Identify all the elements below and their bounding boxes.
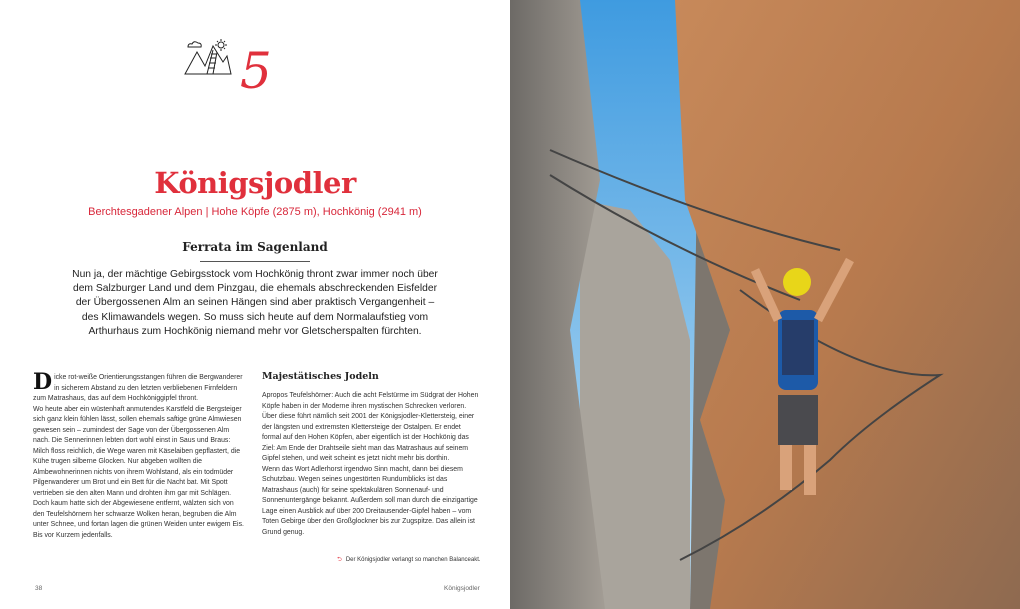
caption-text: Der Königsjodler verlangt so manchen Balanceakt.: [345, 557, 481, 563]
section-heading: Ferrata im Sagenland: [182, 240, 328, 254]
page-title: Königsjodler: [154, 166, 356, 200]
photo-caption: [337, 555, 481, 565]
subtitle: Berchtesgadener Alpen | Hohe Köpfe (2875 m), Hochkönig (2941 m): [88, 206, 422, 218]
column-heading: Majestätisches Jodeln: [262, 371, 379, 382]
chapter-number: 5: [240, 42, 272, 100]
column-left-text: icke rot-weiße Orientierungsstangen führen die Bergwanderer in sicherem Abstand zu den letzten verbliebenen Firnfeldern zum Matrashaus, das auf dem Hochköniggipfel thront.: [33, 374, 243, 402]
mountains-ladder-icon: [183, 38, 233, 78]
column-right-text-2: Wenn das Wort Adlerhorst irgendwo Sinn macht, dann bei diesem Schutzbau. Wegen seines ungestörten Rundumblicks ist das Matrashaus (auch) für seine spektakulären Sonnenauf- und Sonnenuntergänge bekannt. Außerdem soll man durch die einzigartige Lage einen Ausblick auf über 200 Dreitausender-Gipfel haben – vom Toten Gebirge über den Großglockner bis zur Zugspitze. Das allein ist Grund genug.: [262, 465, 478, 536]
climber-photo: [510, 0, 1020, 609]
column-left: [33, 369, 247, 541]
column-right: [262, 391, 480, 538]
divider: [200, 261, 310, 262]
column-left-text-2: Wo heute aber ein wüstenhaft anmutendes Karstfeld die Bergsteiger sich ganz klein fühlen lässt, sollen ehemals saftige grüne Almwiesen gewesen sein – zumindest der Sage von der Übergossenen Alm nach. Die Sennerinnen lebten dort wohl einst in Saus und Braus: Milch floss reichlich, die Wege waren mit Käselaiben gepflastert, die Kühe trugen silberne Glocken. Nur abgeben wollten die Almbewohnerinnen nichts von ihrem Wohlstand, als ein todmüder Pilgerwanderer um Brot und ein Bett für die Nacht bat. Mit Spott vertrieben sie den alten Mann und drohten ihm gar mit Schlägen. Doch kaum hatte sich der Abgewiesene entfernt, wälzten sich von den Teufelshörnern her schwarze Wolken heran, begruben die Alm unter Schnee, und fortan lagen die grünen Weiden unter ewigem Eis. Bis vor Kurzem jedenfalls.: [33, 405, 244, 539]
column-right-text: Apropos Teufelshörner: Auch die acht Felstürme im Südgrat der Hohen Köpfe haben in der Moderne ihren mystischen Schrecken verloren. Über diese führt nämlich seit 2001 der Königsjodler-Klettersteig, einer der längsten und extremsten Klettersteige der Ostalpen. Er endet formal auf den Hohen Köpfen, aber eigentlich ist der Hochkönig das Ziel: Am Ende der Drahtseile sieht man das Matrashaus auf seinem Gipfel stehen, und weit scheint es jetzt nicht mehr bis dorthin.: [262, 392, 479, 462]
via-ferrata-photo: [510, 0, 1020, 609]
drop-cap: D: [33, 369, 53, 395]
arrow-icon: ⮌: [337, 557, 342, 563]
running-title: Königsjodler: [444, 585, 480, 592]
intro-paragraph: Nun ja, der mächtige Gebirgsstock vom Hochkönig thront zwar immer noch über dem Salzburger Land und dem Pinzgau, die ehemals abschreckenden Eisfelder der Übergossenen Alm an seinen Hängen sind aber praktisch Vergangenheit – des Klimawandels wegen. So muss sich heute auf dem Normalaufstieg vom Arthurhaus zum Hochkönig niemand mehr vor Gletscherspalten fürchten.: [72, 269, 438, 337]
page-number: 38: [35, 585, 43, 592]
